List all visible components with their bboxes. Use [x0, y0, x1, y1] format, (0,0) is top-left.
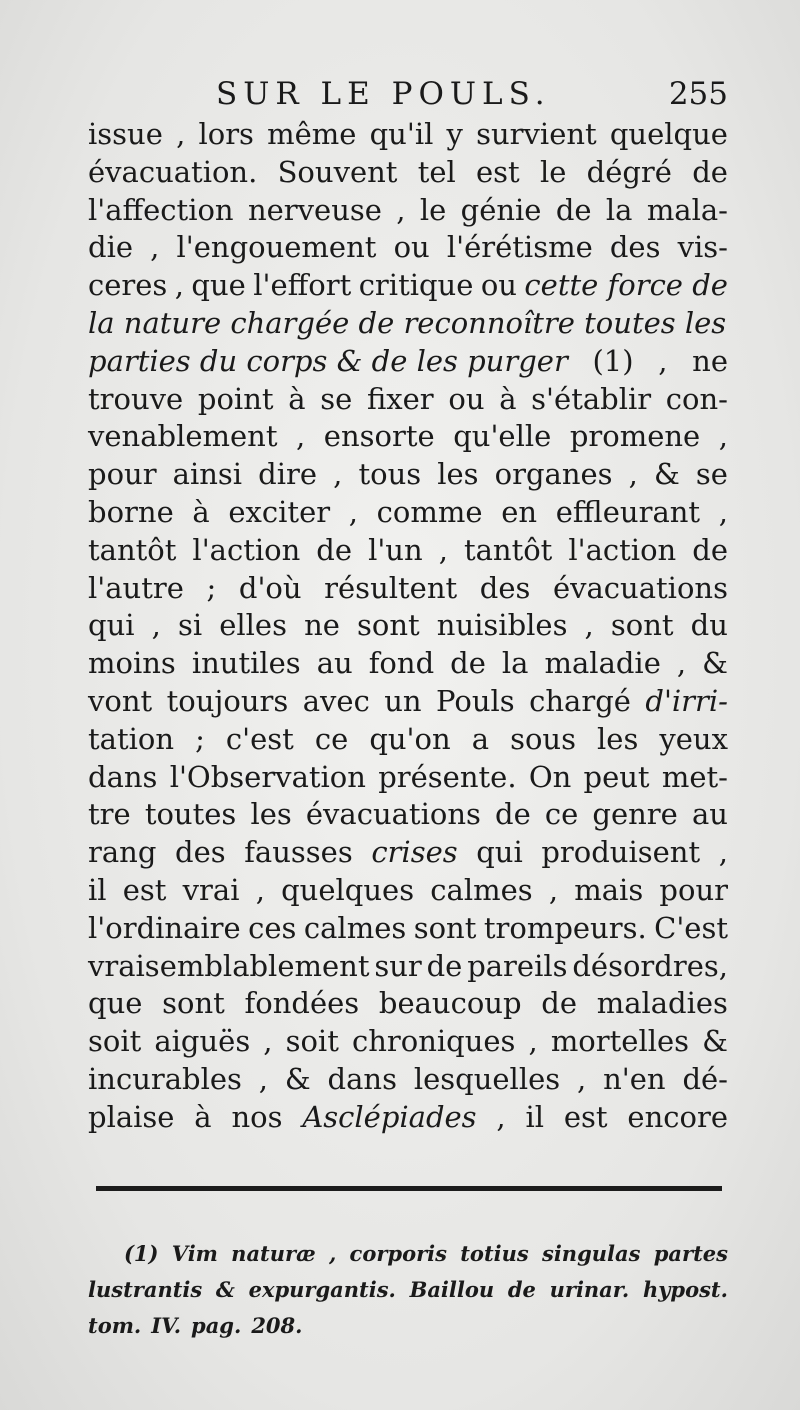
text-line [88, 305, 728, 343]
text-line [88, 494, 728, 532]
word: promene [569, 419, 701, 454]
word: nos [231, 1099, 283, 1134]
word: C'est [654, 910, 728, 945]
word: , [496, 1099, 506, 1134]
word: , [676, 646, 687, 681]
word: d'irri- [645, 683, 728, 718]
word: fondées [244, 986, 360, 1021]
footnote-word: totius [460, 1241, 529, 1266]
word: tous [358, 457, 422, 492]
footnote-word: pag. [191, 1313, 242, 1338]
word: parties du corps & de les purger [88, 343, 568, 378]
text-line [88, 532, 728, 570]
word: pour [88, 457, 157, 492]
word: même [267, 117, 357, 151]
word: Asclépiades [302, 1099, 477, 1134]
text-line [88, 418, 728, 456]
word: On [528, 759, 572, 794]
word: soit [88, 1024, 142, 1059]
word: , [628, 457, 638, 492]
text-line [88, 116, 728, 154]
word: à [192, 494, 210, 529]
word: n'en [603, 1061, 666, 1096]
word: sont [413, 910, 477, 945]
word: sous [510, 721, 576, 756]
text-line [88, 948, 728, 986]
word: s'établir [531, 381, 652, 416]
footnote-word: IV. [151, 1313, 182, 1338]
word: toutes [144, 797, 237, 832]
word: de [541, 986, 577, 1021]
word: trouve [88, 381, 184, 416]
word: lors [198, 117, 254, 151]
word: & [653, 457, 680, 492]
word: qui [476, 835, 523, 870]
word: l'un [368, 532, 423, 567]
word: aiguës [154, 1024, 251, 1059]
word: de [316, 532, 353, 567]
footnote-word: urinar. [549, 1277, 630, 1302]
text-line [88, 683, 728, 721]
text-line [88, 154, 728, 192]
word: dire [258, 457, 318, 492]
word: Souvent [277, 154, 398, 189]
word: désordres, [572, 948, 728, 983]
word: tantôt [88, 532, 177, 567]
word: a [471, 721, 490, 756]
word: exciter [228, 494, 331, 529]
word: ou [448, 381, 485, 416]
word: issue [88, 117, 163, 151]
word: & [284, 1061, 311, 1096]
footnote-word: hypost. [642, 1277, 728, 1302]
word: à [288, 381, 306, 416]
text-line [88, 229, 728, 267]
word: encore [627, 1099, 728, 1134]
word: , [255, 872, 265, 907]
word: (1) [592, 343, 634, 378]
word: sont [162, 986, 225, 1021]
word: un [384, 683, 422, 718]
word: ce [544, 797, 579, 832]
word: des [609, 230, 661, 265]
text-line [88, 985, 728, 1023]
word: , [150, 230, 160, 265]
word: tre [88, 797, 131, 832]
word: si [177, 608, 203, 643]
word: , [528, 1024, 538, 1059]
word: lesquelles [413, 1061, 561, 1096]
word: l'action [192, 532, 301, 567]
word: peut [583, 759, 650, 794]
word: vraisemblablement [88, 948, 370, 983]
text-line [88, 645, 728, 683]
text-line [88, 721, 728, 759]
word: point [197, 381, 274, 416]
footnote-word: (1) [124, 1241, 159, 1266]
word: la nature chargée de reconnoître toutes les [88, 305, 727, 340]
text-line [88, 759, 728, 797]
word: tel [417, 154, 456, 189]
word: qui [88, 608, 135, 643]
word: se [695, 457, 728, 492]
text-line [88, 343, 728, 381]
word: chroniques [351, 1024, 516, 1059]
word: les [597, 721, 639, 756]
word: genre [592, 797, 678, 832]
page-header [88, 70, 728, 120]
word: Pouls [436, 683, 515, 718]
word: organes [494, 457, 613, 492]
text-line [88, 796, 728, 834]
footnote-word: partes [653, 1241, 728, 1266]
word: & [702, 646, 728, 681]
page-number: 255 [668, 76, 728, 112]
word: il [88, 872, 107, 907]
word: résultent [324, 570, 458, 605]
word: toujours [166, 683, 289, 718]
word: fixer [366, 381, 434, 416]
footnote-line [88, 1308, 728, 1344]
word: crises [371, 835, 458, 870]
text-line [88, 1061, 728, 1099]
word: fond [368, 646, 435, 681]
word: calmes [430, 872, 533, 907]
word: dans [327, 1061, 397, 1096]
running-head: SUR LE POULS. [216, 76, 551, 112]
word: , [263, 1024, 273, 1059]
word: pour [659, 872, 728, 907]
body-text [88, 116, 728, 1137]
word: l'engouement [176, 230, 377, 265]
word: met- [661, 759, 728, 794]
word: ensorte [323, 419, 435, 454]
word: mais [574, 872, 644, 907]
footnote-word: de [507, 1277, 536, 1302]
word: de [692, 154, 728, 189]
word: à [499, 381, 517, 416]
word: , [296, 419, 306, 454]
word: vis- [677, 230, 728, 265]
word: l'ordinaire [88, 910, 241, 945]
word: critique [358, 268, 474, 303]
word: ne [692, 343, 728, 378]
word: mortelles [550, 1024, 690, 1059]
word: des [479, 570, 531, 605]
footnote-word: lustrantis [88, 1277, 203, 1302]
word: se [320, 381, 353, 416]
word: ou [393, 230, 430, 265]
word: les [437, 457, 479, 492]
word: effleurant [555, 494, 701, 529]
word: d'où [238, 570, 302, 605]
text-line [88, 607, 728, 645]
word: , [548, 872, 559, 907]
word: évacuations [305, 797, 481, 832]
word: à [194, 1099, 212, 1134]
word: beaucoup [378, 986, 522, 1021]
word: l'affection [88, 192, 234, 227]
word: soit [285, 1024, 339, 1059]
word: plaise [88, 1099, 175, 1134]
word: c'est [225, 721, 294, 756]
word: pareils [467, 948, 568, 983]
word: tantôt [463, 532, 553, 567]
word: ne [304, 608, 340, 643]
word: , [333, 457, 343, 492]
footnote-word: Vim [171, 1241, 218, 1266]
word: rang [88, 835, 157, 870]
text-line [88, 456, 728, 494]
word: , [718, 494, 728, 529]
footnote-word: singulas [542, 1241, 641, 1266]
word: inutiles [191, 646, 301, 681]
word: , [348, 494, 358, 529]
word: & [702, 1024, 728, 1059]
word: l'autre [88, 570, 184, 605]
word: de [426, 948, 463, 983]
word: qu'on [369, 721, 451, 756]
word: produisent [541, 835, 701, 870]
word: , [151, 608, 161, 643]
text-line [88, 872, 728, 910]
text-line [88, 1099, 728, 1137]
text-line [88, 910, 728, 948]
footnote-word: 208. [251, 1313, 303, 1338]
text-line [88, 834, 728, 872]
word: sont [610, 608, 674, 643]
word: ces [248, 910, 297, 945]
word: calmes [303, 910, 407, 945]
word: trompeurs. [483, 910, 647, 945]
word: mala- [646, 192, 728, 227]
word: ; [195, 721, 205, 756]
word: tation [88, 721, 175, 756]
word: est [476, 154, 520, 189]
word: , [258, 1061, 268, 1096]
word: évacuation. [88, 154, 258, 189]
word: , [584, 608, 594, 643]
word: , [577, 1061, 587, 1096]
word: il [525, 1099, 545, 1134]
word: maladie [544, 646, 661, 681]
word: génie [460, 192, 542, 227]
word: sont [357, 608, 420, 643]
footnote-word: tom. [88, 1313, 142, 1338]
word: venablement [88, 419, 278, 454]
text-line [88, 570, 728, 608]
word: l'Observation [169, 759, 366, 794]
footnote-word: & [215, 1277, 235, 1302]
footnote-word: expurgantis. [248, 1277, 396, 1302]
footnote-word: corporis [349, 1241, 447, 1266]
word: des [175, 835, 226, 870]
word: chargé [529, 683, 631, 718]
word: est [122, 872, 167, 907]
word: de [450, 646, 486, 681]
word: ce [314, 721, 349, 756]
text-line [88, 192, 728, 230]
word: en [501, 494, 538, 529]
word: que [88, 986, 143, 1021]
footnote-line [88, 1236, 728, 1272]
word: du [690, 608, 728, 643]
word: vont [88, 683, 153, 718]
word: , [396, 192, 406, 227]
word: , [718, 835, 728, 870]
word: , [718, 419, 728, 454]
word: nuisibles [436, 608, 568, 643]
word: incurables [88, 1061, 242, 1096]
word: comme [376, 494, 483, 529]
word: est [563, 1099, 608, 1134]
word: l'action [568, 532, 677, 567]
word: présente. [378, 759, 517, 794]
word: le [539, 154, 567, 189]
footnote-line [88, 1272, 728, 1308]
word: que [191, 268, 246, 303]
word: la [605, 192, 633, 227]
word: quelque [609, 117, 728, 151]
word: de [495, 797, 531, 832]
word: nerveuse [247, 192, 382, 227]
word: quelques [281, 872, 415, 907]
word: fausses [244, 835, 353, 870]
word: elles [219, 608, 287, 643]
text-line [88, 1023, 728, 1061]
word: évacuations [552, 570, 728, 605]
word: au [316, 646, 353, 681]
word: dé- [682, 1061, 728, 1096]
word: cette force de [524, 268, 728, 303]
footnote-rule [96, 1186, 722, 1191]
word: y [446, 117, 463, 151]
word: dans [88, 759, 158, 794]
word: le [419, 192, 447, 227]
word: les [250, 797, 292, 832]
word: vrai [182, 872, 240, 907]
footnote-word: Baillou [409, 1277, 495, 1302]
word: borne [88, 494, 174, 529]
word: , [174, 268, 184, 303]
text-line [88, 267, 728, 305]
word: de [692, 532, 728, 567]
word: ; [206, 570, 217, 605]
word: dégré [586, 154, 672, 189]
word: la [501, 646, 529, 681]
word: l'érétisme [446, 230, 593, 265]
word: moins [88, 646, 176, 681]
word: ou [480, 268, 517, 303]
word: , [658, 343, 668, 378]
word: yeux [659, 721, 728, 756]
footnote-word: , [328, 1241, 337, 1266]
text-line [88, 381, 728, 419]
word: qu'elle [453, 419, 552, 454]
word: maladies [596, 986, 728, 1021]
word: avec [302, 683, 370, 718]
word: ainsi [172, 457, 243, 492]
word: l'effort [253, 268, 352, 303]
footnote-word: naturæ [231, 1241, 316, 1266]
word: ceres [88, 268, 168, 303]
word: , [438, 532, 448, 567]
word: qu'il [369, 117, 434, 151]
footnote [88, 1236, 728, 1344]
word: , [176, 117, 186, 151]
word: sur [374, 948, 422, 983]
word: de [555, 192, 592, 227]
word: au [691, 797, 728, 832]
word: con- [665, 381, 728, 416]
word: survient [476, 117, 597, 151]
word: die [88, 230, 134, 265]
